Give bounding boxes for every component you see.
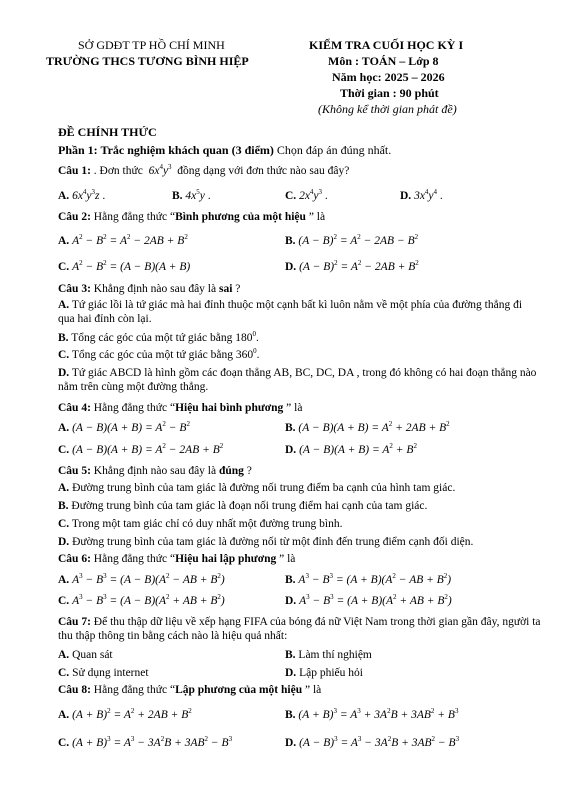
q1-option-a[interactable]: A. $6x^4y^3z$ . (58, 188, 106, 202)
q5-option-a[interactable]: A. Đường trung bình của tam giác là đường nối trung điểm ba cạnh của hình tam giác. (58, 482, 456, 494)
q7-option-b[interactable]: B. Làm thí nghiệm (285, 649, 372, 661)
part1-instruction: Chọn đáp án đúng nhất. (276, 143, 392, 157)
q1-option-d[interactable]: D. $3x^4y^4$ . (400, 188, 443, 202)
q5-option-d[interactable]: D. Đường trung bình của tam giác là đường nối từ một đỉnh đến trung điểm cạnh đối diện. (58, 536, 474, 548)
school-year: Năm học: 2025 – 2026 (332, 70, 445, 84)
exam-title: KIỂM TRA CUỐI HỌC KỲ I (309, 38, 464, 52)
q1-text-a: . Đơn thức (93, 165, 143, 177)
q2-option-d[interactable]: D. $(A - B)^2 = A^2 - 2AB + B^2$ (285, 259, 419, 273)
q5-option-b[interactable]: B. Đường trung bình của tam giác là đoạn nối trung điểm hai cạnh của tam giác. (58, 500, 428, 512)
q1-label: Câu 1: (58, 165, 91, 177)
q5-option-c[interactable]: C. Trong một tam giác chỉ có duy nhất một đường trung bình. (58, 518, 343, 530)
question-7: Câu 7: Để thu thập dữ liệu về xếp hạng FIFA của bóng đá nữ Việt Nam trong thời gian gần đây, người ta thu thập thông tin bằng cách nào là hiệu quả nhất: (58, 616, 541, 642)
department-name: SỞ GDĐT TP HỒ CHÍ MINH (78, 38, 225, 52)
question-3: Câu 3: Khẳng định nào sau đây là sai ? (58, 283, 241, 295)
q6-option-b[interactable]: B. $A^3 - B^3 = (A + B)(A^2$ − AB + $B^2$) (285, 572, 452, 586)
q8-option-c[interactable]: C. $(A + B)^3 = A^3 - 3A^2B + 3AB^2 - B^3$ (58, 735, 233, 749)
question-8: Câu 8: Hằng đẳng thức “Lập phương của một hiệu ” là (58, 684, 322, 696)
q7-option-a[interactable]: A. Quan sát (58, 649, 113, 661)
time-limit: Thời gian : 90 phút (340, 86, 439, 100)
part1-heading (58, 143, 391, 157)
q8-option-a[interactable]: A. $(A + B)^2 = A^2 + 2AB + B^2$ (58, 707, 192, 721)
q2-option-c[interactable]: C. $A^2 - B^2 = (A - B)(A + B)$ (58, 259, 191, 273)
school-name: TRƯỜNG THCS TƯƠNG BÌNH HIỆP (46, 54, 249, 68)
q1-text-b: đồng dạng với đơn thức nào sau đây? (177, 165, 350, 177)
q4-option-b[interactable]: B. $(A - B)(A + B) = A^2 + 2AB + B^2$ (285, 420, 450, 434)
time-note: (Không kể thời gian phát đề) (318, 102, 457, 116)
part1-title: Phần 1: Trắc nghiệm khách quan (3 điểm) (58, 143, 274, 157)
q4-option-d[interactable]: D. $(A - B)(A + B) = A^2 + B^2$ (285, 442, 417, 456)
q7-option-d[interactable]: D. Lập phiếu hỏi (285, 667, 363, 679)
subject-line: Môn : TOÁN – Lớp 8 (328, 54, 439, 68)
q3-option-d[interactable]: D. Tứ giác ABCD là hình gồm các đoạn thẳng AB, BC, DC, DA , trong đó không có hai đoạn thẳng nào nằm trên cùng một đường thẳng. (58, 367, 537, 393)
official-label: ĐỀ CHÍNH THỨC (58, 125, 157, 139)
question-5: Câu 5: Khẳng định nào sau đây là đúng ? (58, 465, 252, 477)
q2-option-a[interactable]: A. $A^2 - B^2 = A^2 - 2AB + B^2$ (58, 233, 188, 247)
question-4: Câu 4: Hằng đẳng thức “Hiệu hai bình phương ” là (58, 402, 303, 414)
q1-monomial: $6x^4y^3$ (145, 163, 172, 177)
question-1 (58, 164, 349, 178)
q6-option-a[interactable]: A. $A^3 - B^3 = (A - B)(A^2$ − AB + $B^2$) (58, 572, 225, 586)
q1-option-b[interactable]: B. $4x^5y$ . (172, 188, 211, 202)
q4-option-c[interactable]: C. $(A - B)(A + B) = A^2 - 2AB + B^2$ (58, 442, 224, 456)
question-2: Câu 2: Hằng đẳng thức “Bình phương của một hiệu ” là (58, 211, 326, 223)
q3-option-b[interactable]: B. Tổng các góc của một tứ giác bằng $180^0$. (58, 330, 259, 344)
q1-option-c[interactable]: C. $2x^4y^3$ . (285, 188, 328, 202)
question-6: Câu 6: Hằng đẳng thức “Hiệu hai lập phương ” là (58, 553, 296, 565)
q8-option-d[interactable]: D. $(A - B)^3 = A^3 - 3A^2B + 3AB^2 - B^3$ (285, 735, 460, 749)
q8-option-b[interactable]: B. $(A + B)^3 = A^3 + 3A^2B + 3AB^2 + B^3$ (285, 707, 459, 721)
q6-option-d[interactable]: D. $A^3 - B^3 = (A + B)(A^2$ + AB + $B^2$) (285, 593, 452, 607)
q3-option-a[interactable]: A. Tứ giác lồi là tứ giác mà hai đỉnh thuộc một cạnh bất kì luôn nằm về một phía của đường thẳng đi qua hai đỉnh còn lại. (58, 299, 523, 325)
q7-option-c[interactable]: C. Sử dụng internet (58, 667, 149, 679)
q6-option-c[interactable]: C. $A^3 - B^3 = (A - B)(A^2$ + AB + $B^2$) (58, 593, 225, 607)
q4-option-a[interactable]: A. $(A - B)(A + B) = A^2 - B^2$ (58, 420, 190, 434)
q3-option-c[interactable]: C. Tổng các góc của một tứ giác bằng $360^0$. (58, 347, 260, 361)
q2-option-b[interactable]: B. $(A - B)^2 = A^2 - 2AB - B^2$ (285, 233, 419, 247)
